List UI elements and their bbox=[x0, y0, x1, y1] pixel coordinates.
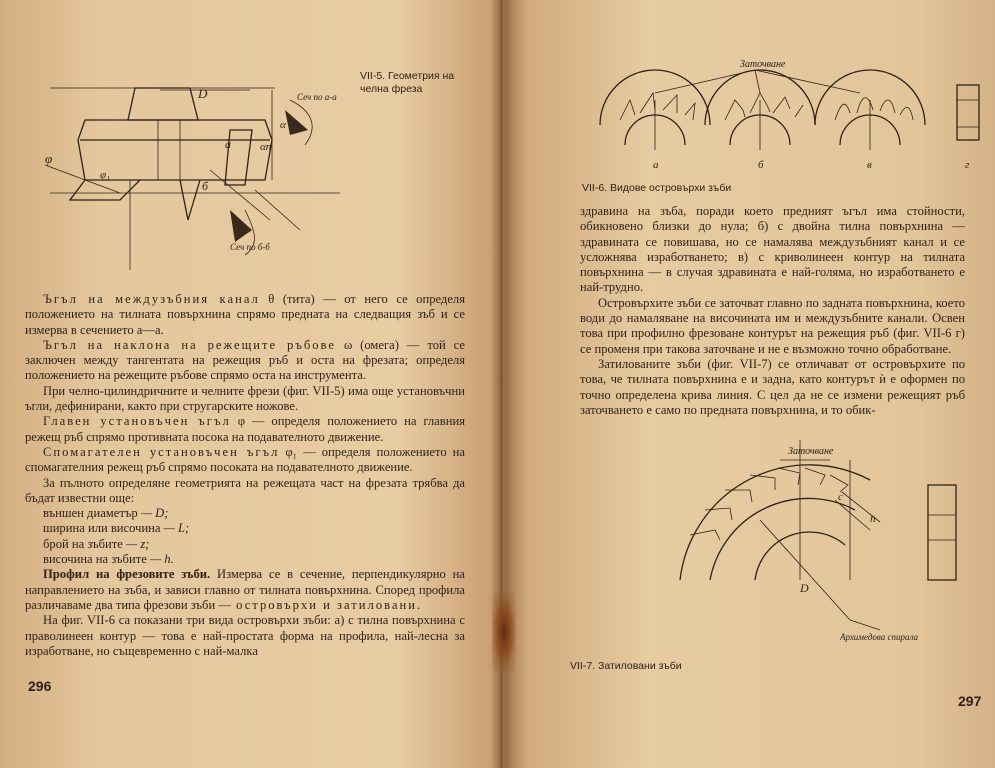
label-section-bb: Сеч по б-б bbox=[230, 242, 270, 252]
figure-vii-6-pointed-teeth bbox=[595, 55, 995, 175]
term-main-angle: Главен установъчен ъгъл bbox=[43, 414, 231, 429]
label-phi: φ bbox=[45, 151, 53, 166]
right-page bbox=[500, 0, 995, 768]
right-page-text: здравина на зъба, поради което предният ъгъл има стойности, обикновено близки до нула; б) с двойна тилна повърхнина — здравината се повишава, но се намалява междузъбният канал и се усложнява изработването; в) с криволинеен контур на тилната повърхнина — в случая здравината е най-голяма, но изработването е най-трудно. Островърхите зъби се заточват главно по задната повърхнина, което води до намаляване на височината им и междузъбните канали. Освен това при профилно фрезоване контурът на режещия ръб (фиг. VII-6 г) се променя при такова заточване и не е възможно точно обработване. Затилованите зъби (фиг. VII-7) се отличават от островърхите по това, че тилната повърхнина е и задна, като контурът ѝ е оформен по точно определена крива линия. С цел да не се измени режещият ръб заточването е само по предната повърхнина, и то обик- bbox=[580, 204, 965, 417]
left-page-text: Ъгъл на междузъбния канал θ (тита) — от него се определя положението на тилната повърхнина спрямо предната на следващия зъб и се измерва в сечението а—а. Ъгъл на наклона на режещите ръбове ω (омега) — той се заключен между тангентата на режещия ръб и оста на фрезата; определя положението на режещите ръбове спрямо оста на инструмента. При челно-цилиндричните и челните фрези (фиг. VII-5) има още установъчни ъгли, дефинирани, както при стругарските ножове. Главен установъчен ъгъл φ — определя положението на главния режещ ръб спрямо противната посока на подавателното движение. Спомагателен установъчен ъгъл φ₁ — определя положението на спомагателния режещ ръб спрямо посоката на подавателното движение. За пълното определяне геометрията на режещата част на фрезата трябва да бъдат известни още: външен диаметър — D; ширина или височина — L; брой на зъбите — z; височина на зъбите — h. Профил на фрезовите зъби. Измерва се в сечение, перпендикулярно на направлението на зъба, и зависи главно от тилната повърхнина. Според профила различаваме два типа фрезови зъби — островърхи и затиловани. На фиг. VII-6 са показани три вида островърхи зъби: а) с тилна повърхнина с праволинеен контур — това е най-простата форма на профила, най-лесна за изработване, но същевременно с най-малка bbox=[25, 292, 465, 658]
profile-heading: Профил на фрезовите зъби. bbox=[43, 567, 211, 582]
fig6-letter-v: в bbox=[867, 159, 872, 171]
label-section-aa: Сеч по а-а bbox=[297, 92, 337, 102]
figure-vii-7-caption: VII-7. Затиловани зъби bbox=[570, 660, 682, 672]
label-h: h bbox=[870, 513, 876, 525]
label-alpha: α bbox=[280, 119, 286, 131]
fig6-letter-g: г bbox=[965, 159, 970, 171]
label-D-fig7: D bbox=[800, 581, 809, 595]
label-b: б bbox=[202, 179, 209, 193]
term-helix-angle: Ъгъл на наклона на режещите ръбове bbox=[43, 337, 337, 352]
fig6-letter-b: б bbox=[758, 159, 764, 171]
figure-vii-5-face-mill bbox=[40, 70, 370, 270]
term-channel-angle: Ъгъл на междузъбния канал bbox=[43, 292, 260, 306]
label-sharpening: Заточване bbox=[740, 59, 786, 70]
page-number-right: 297 bbox=[958, 693, 982, 709]
page-number-left: 296 bbox=[28, 678, 52, 694]
label-phi1: φ₁ bbox=[100, 169, 110, 181]
figure-vii-6-caption: VII-6. Видове островърхи зъби bbox=[582, 182, 732, 194]
label-D: D bbox=[198, 86, 208, 101]
label-a: а bbox=[225, 137, 231, 151]
term-aux-angle: Спомагателен установъчен ъгъл bbox=[43, 444, 280, 459]
label-c: c bbox=[838, 491, 843, 503]
figure-vii-7-relieved-teeth bbox=[670, 440, 970, 660]
label-alpha-n: αn bbox=[260, 141, 272, 153]
fig6-letter-a: а bbox=[653, 159, 659, 171]
label-archimedean-spiral: Архимедова спирала bbox=[840, 632, 919, 642]
figure-vii-5-caption: VII-5. Геометрия на челна фреза bbox=[360, 70, 455, 95]
label-sharpening-fig7: Заточване bbox=[788, 446, 834, 457]
